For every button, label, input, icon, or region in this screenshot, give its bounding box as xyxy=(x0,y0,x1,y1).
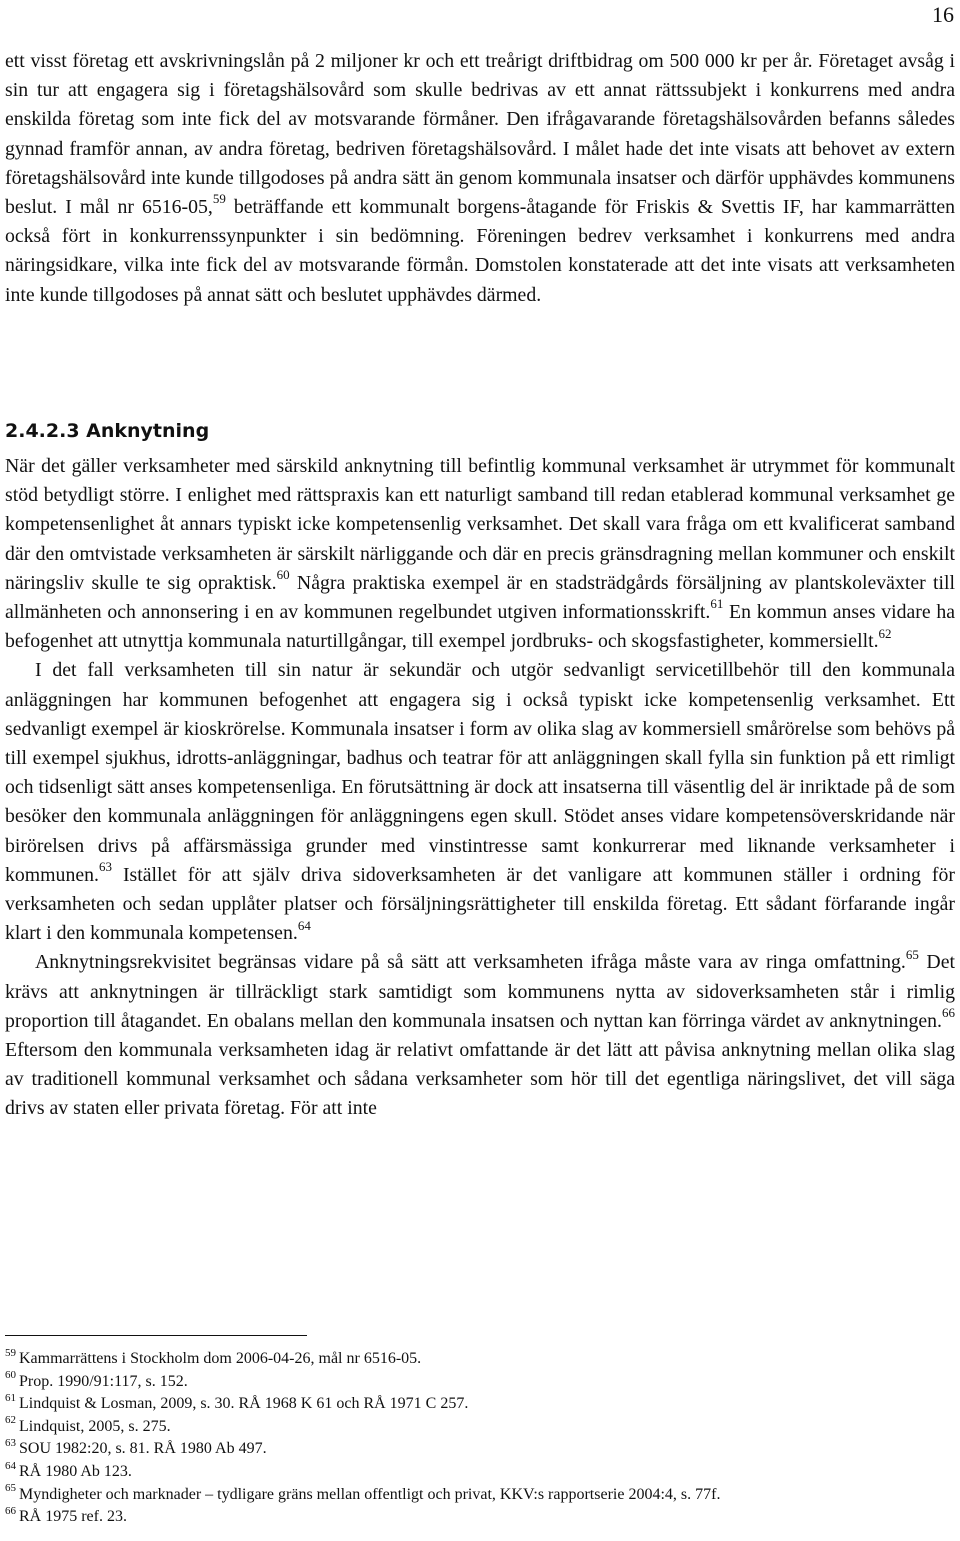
text-run: När det gäller verksamheter med särskild anknytning till befintlig kommunal verksamhet är utrymmet för kommunalt stöd betydligt större. I enlighet med rättspraxis kan ett naturligt samband till redan etablerad kommunal verksamhet ge kompetensenlighet åt annars typiskt icke kompetensenlig verksamhet. Det skall vara fråga om ett kvalificerat samband där den omtvistade verksamheten är särskilt närliggande och där en precis gränsdragning mellan kommuner och enskilt näringsliv skulle te sig opraktisk. xyxy=(5,455,955,594)
footnote-number: 59 xyxy=(5,1346,16,1359)
top-text-block xyxy=(5,47,955,310)
footnote-item xyxy=(5,1484,955,1507)
footnote-text: Myndigheter och marknader – tydligare gräns mellan offentligt och privat, KKV:s rapportserie 2004:4, s. 77f. xyxy=(19,1485,721,1503)
paragraph xyxy=(5,452,955,656)
footnote-text: RÅ 1975 ref. 23. xyxy=(19,1508,127,1526)
text-run: I det fall verksamheten till sin natur är sekundär och utgör sedvanligt servicetillbehör till den kommunala anläggningen har kommunen befogenhet att engagera sig i också typiskt icke kompetensenlig verksamhet. Ett sedvanligt exempel är kioskrörelse. Kommunala insatser i form av olika slag av kommersiell smårörelse som behövs på till exempel sjukhus, idrotts-anläggningar, badhus och teatrar för att anläggningen skall fylla sin funktion på ett rimligt och tidsenligt sätt anses kompetensenliga. En förutsättning är dock att insatserna till väsentlig del är inriktade på de som besöker den kommunala anläggningen för anläggningens egen skull. Stödet anses vidare kompetensöverskridande när birörelsen drivs på affärsmässiga grunder med vinstintresse samt konkurrerar med liknande verksamheter i kommunen. xyxy=(5,659,955,886)
footnote-text: RÅ 1980 Ab 123. xyxy=(19,1462,132,1480)
footnote-text: Lindquist & Losman, 2009, s. 30. RÅ 1968 K 61 och RÅ 1971 C 257. xyxy=(19,1395,469,1413)
text-run: beträffande ett kommunalt borgens-åtagande för Friskis & Svettis IF, har kammarrätten också fört in konkurrenssynpunkter i sin bedömning. Föreningen bedrev verksamhet i konkurrens med andra näringsidkare, vilka inte fick del av motsvarande förmån. Domstolen konstaterade att det inte visats att verksamheten inte kunde tillgodoses på annat sätt och beslutet upphävdes därmed. xyxy=(5,196,955,306)
paragraph xyxy=(5,47,955,310)
footnote-ref[interactable]: 66 xyxy=(942,1005,955,1021)
text-run: Några praktiska exempel är en stadsträdgårds försäljning av plantskoleväxter till allmänheten och annonsering i en av kommunen regelbundet utgiven informationsskrift. xyxy=(5,571,956,624)
text-run: Istället för att själv driva sidoverksamheten är det vanligare att kommunen ställer i ordning för verksamheten och sedan upplåter platser och försäljningsrättigheter till enskilda företag. Ett sådant förfarande ingår klart i den kommunala kompetensen. xyxy=(5,863,955,945)
section-text-block xyxy=(5,452,955,1124)
footnote-number: 63 xyxy=(5,1437,16,1450)
paragraph xyxy=(5,948,955,1123)
text-run: Eftersom den kommunala verksamheten idag är relativt omfattande är det lätt att påvisa anknytning mellan olika slag av traditionell kommunal verksamhet och sådana verksamheter som hör till det egentliga näringslivet, det vill säga drivs av staten eller privata företag. För att inte xyxy=(5,1039,955,1120)
footnote-ref[interactable]: 61 xyxy=(710,596,724,612)
footnote-item xyxy=(5,1416,955,1439)
footnote-item xyxy=(5,1348,955,1371)
footnote-text: SOU 1982:20, s. 81. RÅ 1980 Ab 497. xyxy=(19,1440,267,1458)
footnote-text: Lindquist, 2005, s. 275. xyxy=(19,1417,171,1435)
footnote-ref[interactable]: 64 xyxy=(297,917,311,933)
footnote-separator xyxy=(5,1335,307,1336)
footnote-number: 62 xyxy=(5,1414,16,1427)
text-run: En kommun anses vidare ha befogenhet att utnyttja kommunala naturtillgångar, till exempel jordbruks- och skogsfastigheter, kommersiellt. xyxy=(5,601,955,653)
footnote-text: Kammarrättens i Stockholm dom 2006-04-26, mål nr 6516-05. xyxy=(19,1350,422,1367)
footnote-number: 64 xyxy=(5,1459,16,1472)
footnote-ref[interactable]: 59 xyxy=(212,191,226,207)
text-run: Anknytningsrekvisitet begränsas vidare på så sätt att verksamheten ifråga måste vara av ringa omfattning. xyxy=(35,951,906,974)
footnote-number: 61 xyxy=(5,1391,16,1404)
paragraph xyxy=(5,656,955,948)
text-run: ett visst företag ett avskrivningslån på 2 miljoner kr och ett treårigt driftbidrag om 500 000 kr per år. Företaget avsåg i sin tur att engagera sig i företagshälsovård som skulle bedrivas av ett annat rättssubjekt i konkurrens med andra enskilda företag som inte fick del av motsvarande förmåner. Den ifrågavarande företagshälsovården befanns således gynnad framför annan, av andra företag, bedriven företagshälsovård. I målet hade det inte visats att behovet av extern företagshälsovård inte kunde tillgodoses på andra sätt än genom kommunala insatser och därför upphävdes kommunens beslut. I mål nr 6516-05, xyxy=(5,50,955,219)
footnote-item xyxy=(5,1371,955,1394)
page-number: 16 xyxy=(932,2,954,27)
footnote-number: 60 xyxy=(5,1369,16,1382)
footnote-ref[interactable]: 62 xyxy=(878,625,892,641)
footnote-ref[interactable]: 60 xyxy=(276,567,290,583)
footnote-list xyxy=(5,1348,955,1529)
footnote-ref[interactable]: 65 xyxy=(905,946,919,962)
footnote-number: 65 xyxy=(5,1482,16,1495)
footnote-item xyxy=(5,1506,955,1529)
footnote-ref[interactable]: 63 xyxy=(98,859,112,875)
footnote-text: Prop. 1990/91:117, s. 152. xyxy=(19,1372,188,1390)
footnote-item xyxy=(5,1461,955,1484)
section-heading: 2.4.2.3 Anknytning xyxy=(5,420,210,442)
footnote-number: 66 xyxy=(5,1504,16,1517)
footnote-item xyxy=(5,1393,955,1416)
text-run: Det krävs att anknytningen är tillräckligt stark samtidigt som kommunens nytta av sidoverksamheten står i rimlig proportion till åtagandet. En obalans mellan den kommunala insatsen och nyttan kan förringa värdet av anknytningen. xyxy=(5,951,955,1032)
footnote-item xyxy=(5,1438,955,1461)
